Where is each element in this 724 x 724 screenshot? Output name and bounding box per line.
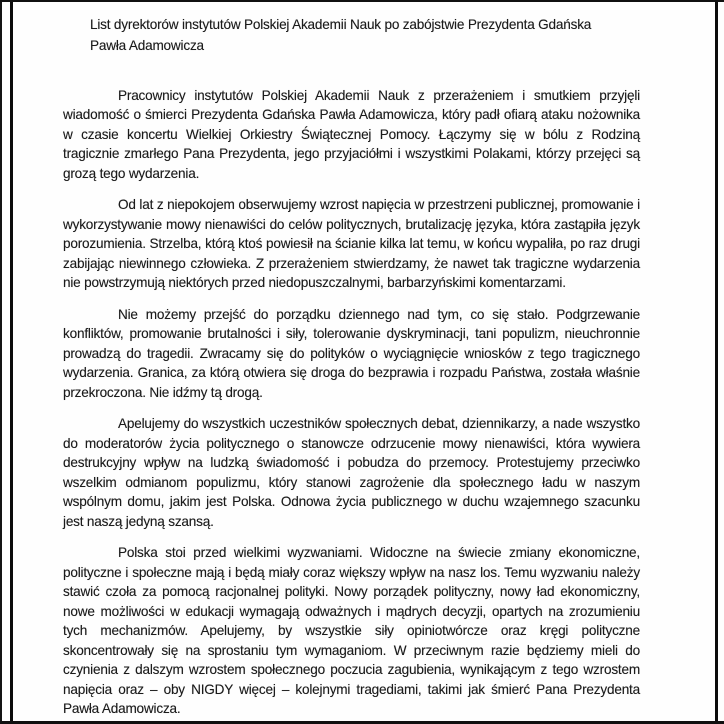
letter-paragraph: Nie możemy przejść do porządku dziennego nad tym, co się stało. Podgrzewanie konfliktów, promowanie brutalności i siły, tolerowanie dyskryminacji, tani populizm, nieuchronnie prowadzą do tragedii. Zwracamy się do polityków o wyciągnięcie wniosków z tego tragicznego wydarzenia. Granica, za którą otwiera się droga do bezprawia i rozpadu Państwa, została właśnie przekroczona. Nie idźmy tą drogą. — [63, 306, 640, 400]
scan-border-right — [715, 0, 718, 724]
letter-paragraph: Polska stoi przed wielkimi wyzwaniami. Widoczne na świecie zmiany ekonomiczne, polityczne i społeczne mają i będą miały coraz większy wpływ na nasz los. Temu wyzwaniu należy stawić czoła za pomocą racjonalnej polityki. Nowy porządek polityczny, nowy ład ekonomiczny, nowe możliwości w edukacji wymagają odważnych i mądrych decyzji, opartych na zrozumieniu tych mechanizmów. Apelujemy, by wszystkie siły opiniotwórcze oraz kręgi polityczne skoncentrowały się na sprostaniu tym wymaganiom. W przeciwnym razie będziemy mieli do czynienia z dalszym wzrostem społecznego poczucia zagubienia, wynikającym z tego wzrostem napięcia oraz – oby NIGDY więcej – kolejnymi tragediami, takimi jak śmierć Pana Prezydenta Pawła Adamowicza. — [63, 545, 640, 717]
letter-content — [63, 15, 640, 719]
letter-title-line-2: Pawła Adamowicza — [90, 37, 204, 53]
letter-body — [63, 86, 640, 719]
scan-border-left — [10, 0, 13, 724]
letter-paragraph: Od lat z niepokojem obserwujemy wzrost napięcia w przestrzeni publicznej, promowanie i wykorzystywanie mowy nienawiści do celów politycznych, brutalizację języka, która zastąpiła język porozumienia. Strzelba, którą ktoś powiesił na ścianie kilka lat temu, w końcu wypaliła, po raz drugi zabijając niewinnego człowieka. Z przerażeniem stwierdzamy, że nawet tak tragiczne wydarzenia nie powstrzymują niektórych przed niedopuszczalnymi, barbarzyńskimi komentarzami. — [63, 197, 640, 291]
letter-title-line-1: List dyrektorów instytutów Polskiej Akademii Nauk po zabójstwie Prezydenta Gdańska — [90, 17, 592, 32]
letter-paragraph: Pracownicy instytutów Polskiej Akademii Nauk z przerażeniem i smutkiem przyjęli wiadomość o śmierci Prezydenta Gdańska Pawła Adamowicza, który padł ofiarą ataku nożownika w czasie koncertu Wielkiej Orkiestry Świątecznej Pomocy. Łączymy się w bólu z Rodziną tragicznie zmarłego Pana Prezydenta, jego przyjaciółmi i wszystkimi Polakami, którzy przejęci są grozą tego wydarzenia. — [63, 87, 640, 181]
letter-title — [90, 15, 640, 57]
scan-edge-strip-left — [0, 0, 2, 724]
letter-paragraph: Apelujemy do wszystkich uczestników społecznych debat, dziennikarzy, a nade wszystko do moderatorów życia politycznego o stanowcze odrzucenie mowy nienawiści, która wywiera destrukcyjny wpływ na ludzką świadomość i pobudza do przemocy. Protestujemy przeciwko wszelkim odmianom populizmu, który stanowi zagrożenie dla społecznego ładu w naszym wspólnym domu, jakim jest Polska. Odnowa życia publicznego w duchu wzajemnego szacunku jest naszą jedyną szansą. — [63, 416, 640, 529]
scan-border-top — [0, 0, 724, 2]
